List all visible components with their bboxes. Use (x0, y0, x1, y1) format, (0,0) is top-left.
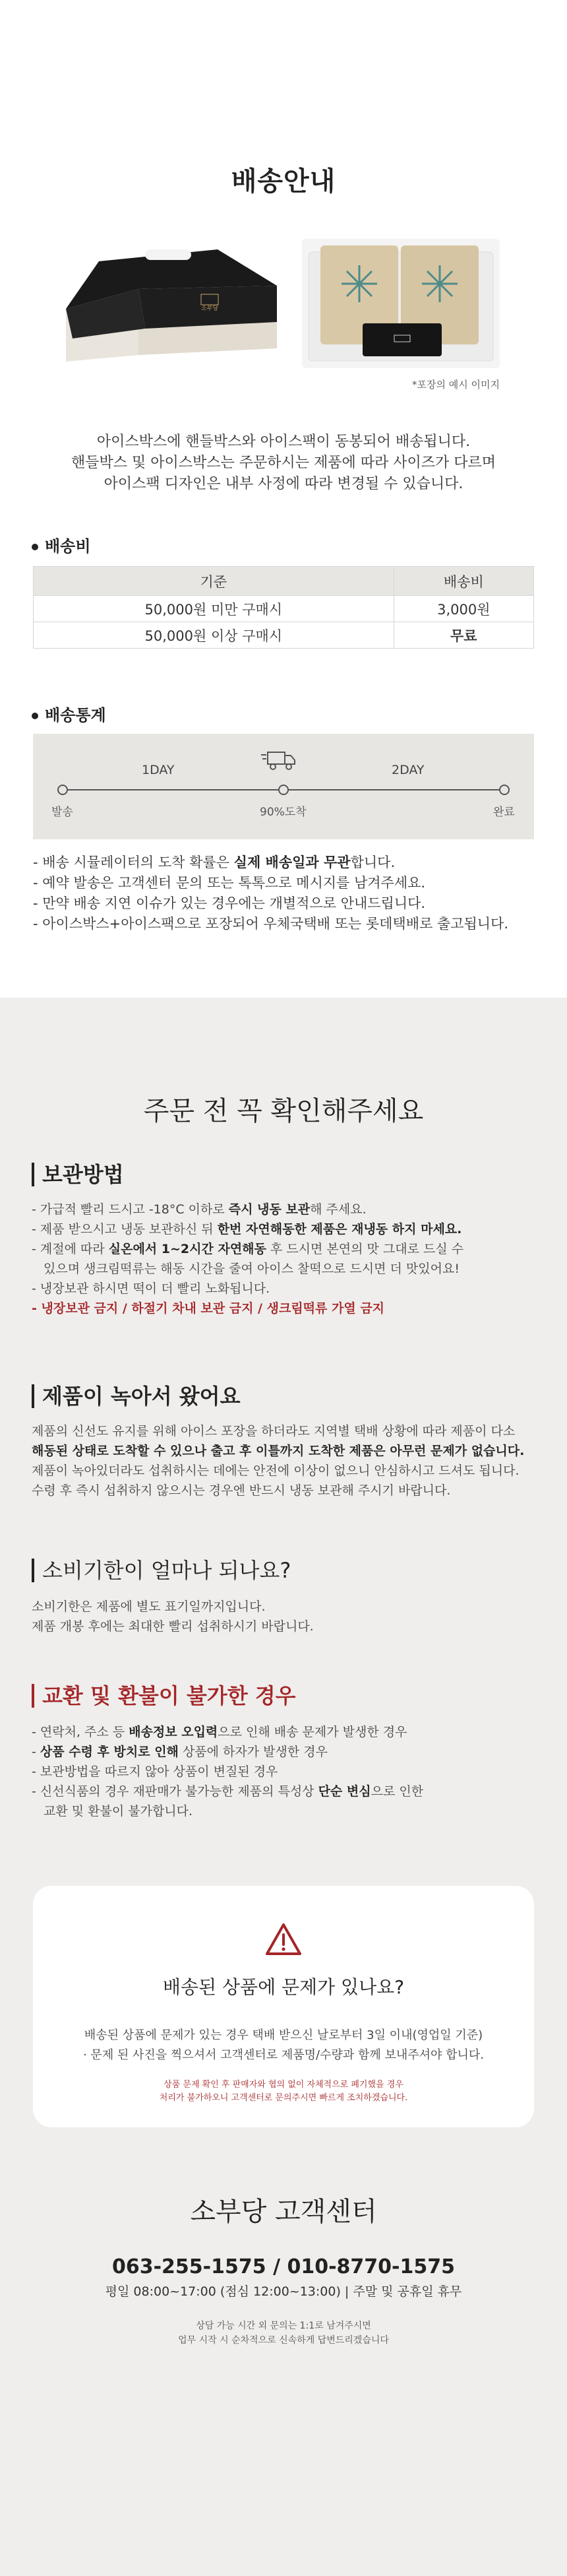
paragraph-line: 제품 개봉 후에는 최대한 빨리 섭취하시기 바랍니다. (32, 1619, 314, 1634)
table-row (34, 622, 534, 649)
list-item: - 냉장보관 하시면 떡이 더 빨리 노화됩니다. (32, 1281, 270, 1296)
refund-heading: 교환 및 환불이 불가한 경우 (32, 1684, 296, 1708)
order-check-title: 주문 전 꼭 확인해주세요 (143, 1096, 424, 1126)
delivery-truck-icon (261, 748, 297, 772)
paragraph-line: 수령 후 즉시 섭취하지 않으시는 경우엔 반드시 냉동 보관해 주시기 바랍니다. (32, 1483, 451, 1498)
customer-center-hours: 평일 08:00~17:00 (점심 12:00~13:00) | 주말 및 공휴일 휴무 (105, 2284, 462, 2299)
fee-value-cell: 무료 (394, 622, 533, 649)
list-item: - 제품 받으시고 냉동 보관하신 뒤 한번 자연해동한 제품은 재냉동 하지 마세요. (32, 1222, 462, 1237)
note-line: - 예약 발송은 고객센터 문의 또는 톡톡으로 메시지를 남겨주세요. (33, 875, 426, 891)
note-line: - 아이스박스+아이스팩으로 포장되어 우체국택배 또는 롯데택배로 출고됩니다. (33, 916, 509, 932)
customer-center-phones: 063-255-1575 / 010-8770-1575 (111, 2255, 455, 2278)
note-line: - 배송 시뮬레이터의 도착 확률은 실제 배송일과 무관합니다. (33, 854, 396, 870)
bullet-dot (32, 544, 38, 550)
problem-card-warning-1: 상품 문제 확인 후 판매자와 협의 없이 자체적으로 폐기했을 경우 (164, 2080, 403, 2090)
note-line: - 만약 배송 지연 이슈가 있는 경우에는 개별적으로 안내드립니다. (33, 895, 426, 911)
list-item: - 상품 수령 후 방치로 인해 상품에 하자가 발생한 경우 (32, 1745, 328, 1759)
fee-header-criteria: 기준 (34, 567, 394, 596)
expiry-text (32, 1597, 546, 1636)
paragraph-line: 소비기한은 제품에 별도 표기일까지입니다. (32, 1599, 266, 1614)
list-item: - 연락처, 주소 등 배송정보 오입력으로 인해 배송 문제가 발생한 경우 (32, 1725, 407, 1739)
refund-list (32, 1722, 546, 1821)
handle-box-image (59, 223, 284, 375)
stats-heading (32, 702, 106, 725)
list-item: - 보관방법을 따르지 않아 상품이 변질된 경우 (32, 1764, 278, 1779)
bullet-dot (32, 713, 38, 719)
box-brand-text: 소부당 (200, 306, 219, 312)
timeline-start-dot (57, 785, 68, 795)
fee-heading (32, 533, 91, 556)
timeline-mid-label: 90%도착 (260, 806, 307, 819)
problem-card-title: 배송된 상품에 문제가 있나요? (162, 1976, 405, 1998)
fee-heading-text: 배송비 (45, 537, 91, 556)
list-item: 교환 및 환불이 불가합니다. (44, 1804, 193, 1819)
problem-card (33, 1886, 534, 2127)
fee-value-cell: 3,000원 (394, 596, 533, 622)
paragraph-line: 해동된 상태로 도착할 수 있으나 출고 후 이틀까지 도착한 제품은 아무런 문제가 없습니다. (32, 1444, 525, 1458)
expiry-heading: 소비기한이 얼마나 되나요? (32, 1559, 291, 1582)
photo-caption: *포장의 예시 이미지 (412, 379, 500, 391)
problem-card-warning-2: 처리가 불가하오니 고객센터로 문의주시면 빠르게 조치하겠습니다. (159, 2093, 408, 2103)
ice-box-image (302, 239, 500, 368)
problem-card-line-2: · 문제 된 사진을 찍으셔서 고객센터로 제품명/수량과 함께 보내주셔야 합니다. (82, 2048, 485, 2062)
shipping-title: 배송안내 (231, 166, 336, 197)
timeline-start-label: 발송 (51, 806, 73, 819)
timeline-end-dot (499, 785, 510, 795)
shipping-section (0, 0, 567, 998)
customer-center-note-1: 상담 가능 시간 외 문의는 1:1로 남겨주시면 (196, 2321, 371, 2331)
table-row (34, 596, 534, 622)
stats-heading-text: 배송통계 (45, 706, 106, 724)
fee-table (33, 566, 534, 649)
list-item: - 계절에 따라 실온에서 1~2시간 자연해동 후 드시면 본연의 맛 그대로 드실 수 (32, 1242, 464, 1256)
list-item: - 신선식품의 경우 재판매가 불가능한 제품의 특성상 단순 변심으로 인한 (32, 1784, 424, 1799)
timeline-day1: 1DAY (142, 763, 175, 777)
paragraph-line: 제품이 녹아있더라도 섭취하시는 데에는 안전에 이상이 없으니 안심하시고 드셔도 됩니다. (32, 1464, 520, 1478)
storage-heading: 보관방법 (32, 1163, 124, 1186)
shipping-intro-1: 아이스박스에 핸들박스와 아이스팩이 동봉되어 배송됩니다. (96, 434, 471, 450)
timeline-day2: 2DAY (392, 763, 425, 777)
fee-table-header (34, 567, 534, 596)
problem-card-line-1: 배송된 상품에 문제가 있는 경우 택배 받으신 날로부터 3일 이내(영업일 기준) (84, 2028, 483, 2042)
fee-header-fee: 배송비 (394, 567, 533, 596)
shipping-intro-2: 핸들박스 및 아이스박스는 주문하시는 제품에 따라 사이즈가 다르며 (71, 455, 496, 471)
customer-center-title: 소부당 고객센터 (190, 2197, 377, 2227)
timeline-end-label: 완료 (493, 806, 515, 819)
delivery-timeline (33, 734, 534, 839)
fee-criteria-cell: 50,000원 이상 구매시 (34, 622, 394, 649)
shipping-intro-3: 아이스팩 디자인은 내부 사정에 따라 변경될 수 있습니다. (104, 476, 463, 492)
storage-list (32, 1200, 546, 1318)
melted-heading: 제품이 녹아서 왔어요 (32, 1384, 241, 1408)
shipping-notes (33, 853, 508, 934)
fee-criteria-cell: 50,000원 미만 구매시 (34, 596, 394, 622)
list-item: - 가급적 빨리 드시고 -18°C 이하로 즉시 냉동 보관해 주세요. (32, 1202, 367, 1217)
warning-icon (265, 1923, 302, 1956)
list-item: 있으며 생크림떡류는 해동 시간을 줄여 아이스 찰떡으로 드시면 더 맛있어요! (44, 1262, 460, 1276)
paragraph-line: 제품의 신선도 유지를 위해 아이스 포장을 하더라도 지역별 택배 상황에 따라 제품이 다소 (32, 1424, 516, 1438)
customer-center-note-2: 업무 시작 시 순차적으로 신속하게 답변드리겠습니다 (178, 2335, 389, 2346)
timeline-mid-dot (278, 785, 289, 795)
melted-text (32, 1421, 546, 1500)
storage-warning: - 냉장보관 금지 / 하절기 차내 보관 금지 / 생크림떡류 가열 금지 (32, 1301, 385, 1316)
